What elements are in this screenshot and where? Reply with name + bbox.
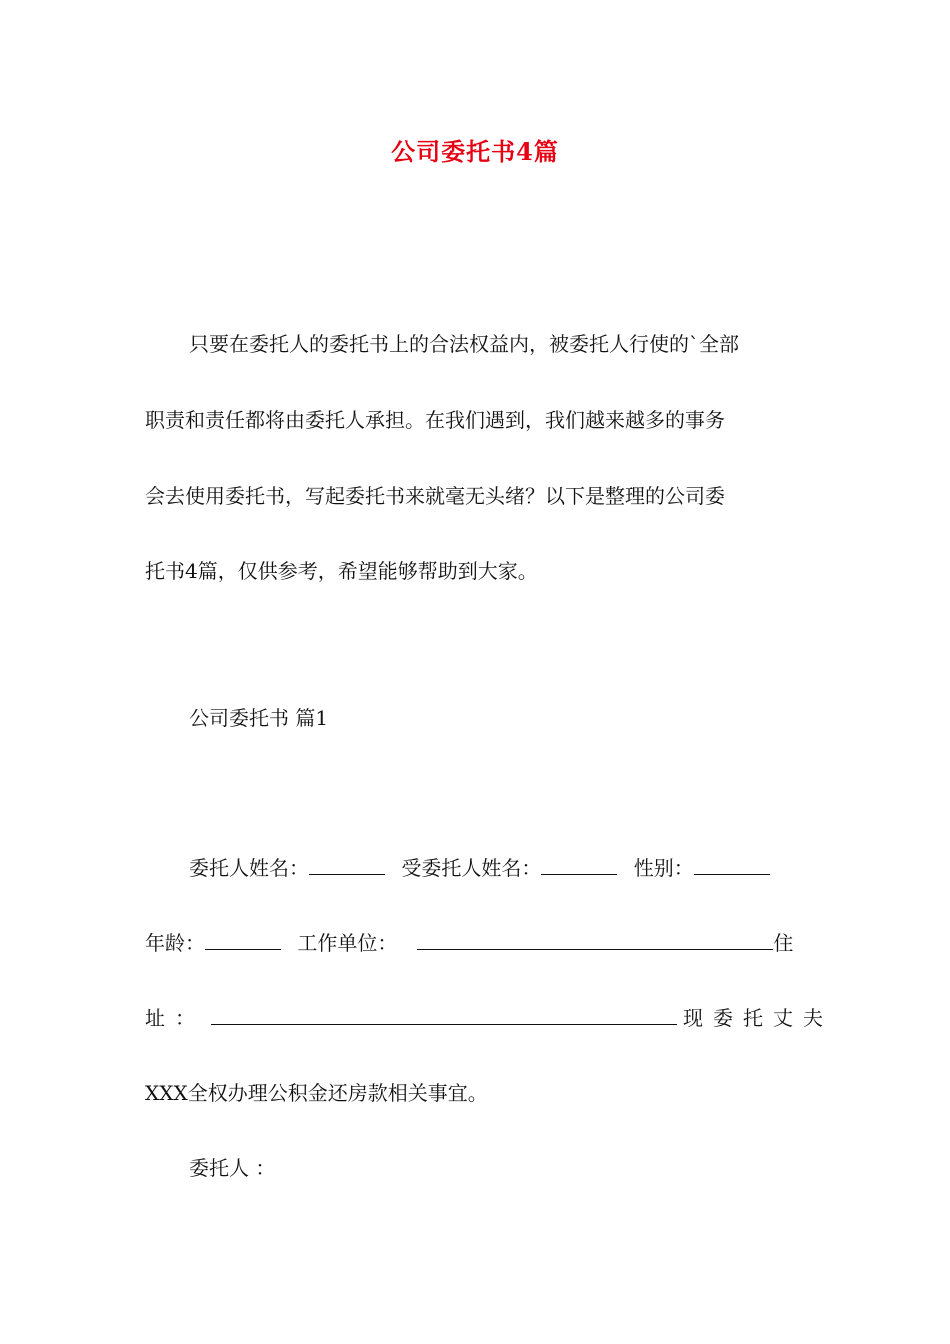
address-label-part2: 址： [145, 1006, 205, 1030]
gender-blank [694, 856, 770, 875]
principal-name-blank [309, 856, 385, 875]
intro-line-4 [145, 555, 805, 584]
form-line-names [145, 852, 805, 881]
work-unit-label: 工作单位： [297, 931, 398, 955]
principal-name-label: 委托人姓名： [189, 856, 309, 880]
form-line-address [145, 1002, 833, 1031]
intro-text-2: 职责和责任都将由委托人承担。在我们遇到，我们越来越多的事务 [145, 408, 725, 432]
form-line-age-unit [145, 927, 805, 956]
address-label-part1: 住 [773, 931, 794, 955]
section-heading-text: 公司委托书 篇1 [189, 706, 329, 730]
document-title: 公司委托书4篇 [391, 137, 559, 166]
agent-name-blank [541, 856, 617, 875]
intro-line-2 [145, 404, 805, 433]
authorize-detail: XXX全权办理公积金还房款相关事宜。 [145, 1081, 488, 1105]
work-unit-blank [417, 931, 773, 950]
agent-name-label: 受委托人姓名： [401, 856, 542, 880]
gender-label: 性别： [633, 856, 694, 880]
age-label: 年龄： [145, 931, 205, 955]
principal-sign-label: 委托人 ： [189, 1156, 276, 1180]
authorize-text: 现委托丈夫 [683, 1006, 833, 1030]
intro-text-1: 只要在委托人的委托书上的合法权益内，被委托人行使的`全部 [189, 332, 739, 356]
intro-text-4: 托书4篇，仅供参考，希望能够帮助到大家。 [145, 559, 538, 583]
intro-text-3: 会去使用委托书，写起委托书来就毫无头绪？以下是整理的公司委 [145, 484, 725, 508]
section-heading [145, 702, 805, 731]
address-blank [211, 1006, 677, 1025]
principal-sign-line [145, 1152, 805, 1181]
intro-line-3 [145, 480, 805, 509]
form-line-authorize-detail [145, 1077, 805, 1106]
intro-line-1 [145, 328, 805, 357]
age-blank [205, 931, 281, 950]
